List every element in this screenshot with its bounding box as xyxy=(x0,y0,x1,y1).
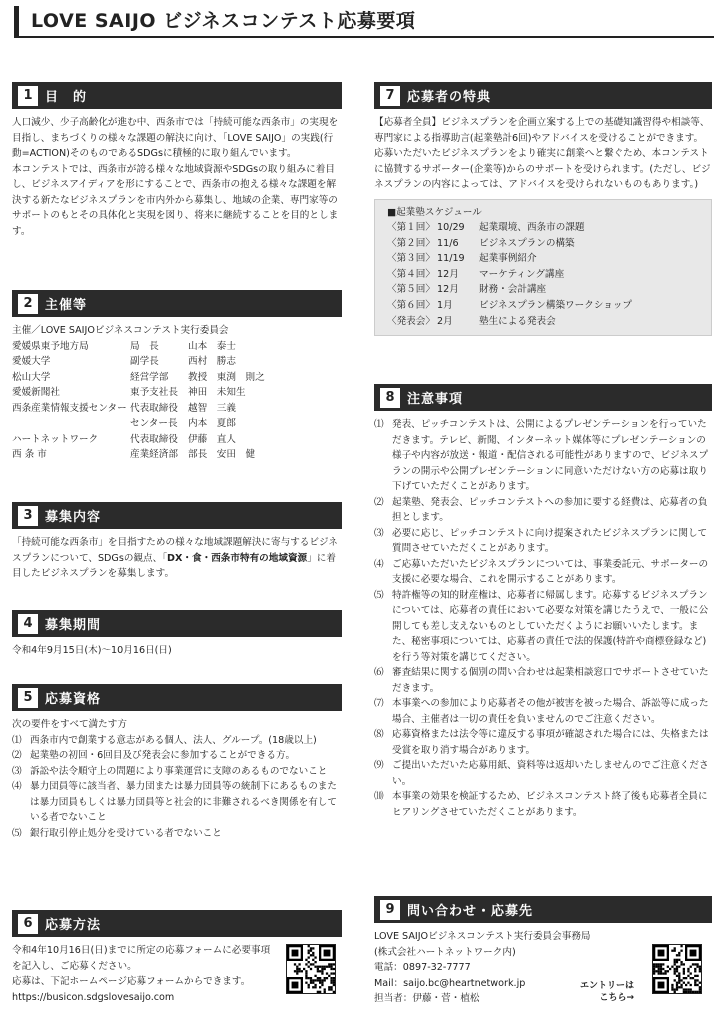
organizer-cell: 経営学部 xyxy=(130,371,169,383)
organizer-cell: 伊藤 直人 xyxy=(188,433,236,445)
section-title: 募集期間 xyxy=(45,618,102,633)
list-item-text: 特許権等の知的財産権は、応募者に帰属します。応募するビジネスプランについては、応募者の責任において必要な対策を講じたうえで、一般に公開しても差し支えないものとしていただくようにお願いいたします。また、秘密事項については、応募者の責任で法的保護(特許や商標登録など)を行う等対策を講じてください。 xyxy=(392,589,709,663)
organizer-cell: 内本 夏郎 xyxy=(188,418,236,429)
eligibility-list xyxy=(12,733,342,842)
section-title: 注意事項 xyxy=(407,392,464,407)
organizer-cell: ハートネットワーク xyxy=(12,433,99,445)
section-body xyxy=(12,717,342,841)
section-title: 応募者の特典 xyxy=(407,90,492,105)
section-eligibility xyxy=(12,684,342,841)
section-number: 1 xyxy=(18,86,38,106)
list-item xyxy=(374,789,712,820)
schedule-cell: 1月 xyxy=(437,300,453,312)
schedule-row xyxy=(387,298,699,314)
list-item-number: ⑵ xyxy=(374,496,384,508)
organizer-table xyxy=(12,339,342,463)
list-item-number: ⑼ xyxy=(374,760,384,771)
list-item-number: ⑺ xyxy=(374,698,384,709)
list-item-text: 応募資格または法令等に違反する事項が確認された場合には、失格または受賞を取り消す場合があります。 xyxy=(392,729,709,756)
section-number: 7 xyxy=(380,86,400,106)
contact-staff: 担当者：伊藤・菅・植松 xyxy=(374,993,480,1004)
list-item xyxy=(374,758,712,789)
organizer-cell: 愛媛新聞社 xyxy=(12,387,60,398)
section-body xyxy=(12,115,342,239)
section-number: 9 xyxy=(380,900,400,920)
content-text xyxy=(12,535,342,582)
organizer-row xyxy=(12,370,342,386)
schedule-cell: ビジネスプラン構築ワークショップ xyxy=(479,300,633,312)
schedule-cell: 2月 xyxy=(437,315,453,327)
benefits-text: 【応募者全員】ビジネスプランを企画立案する上での基礎知識習得や相談等、専門家による指導助言(起業塾計6回)やアドバイスを受けることができます。応募いただいたビジネスプランをより確実に創業へと繋ぐため、本コンテストに協賛するサポーター(企業等)からのサポートを受けられます。(ただし、ビジネスプランの内容によっては、アドバイスを受けられないものもあります。) xyxy=(374,117,711,190)
entry-label-line-2: こちら→ xyxy=(599,993,635,1003)
list-item xyxy=(12,826,342,842)
schedule-cell: 11/19 xyxy=(437,253,465,265)
schedule-cell: ビジネスプランの構築 xyxy=(479,237,575,249)
organizer-cell: 西村 勝志 xyxy=(188,356,236,367)
organizer-cell: 西条産業情報支援センター xyxy=(12,402,127,414)
list-item-text: 必要に応じ、ピッチコンテストに向け提案されたビジネスプランに関して質問させていただくことがあります。 xyxy=(392,527,708,554)
schedule-title: ■起業塾スケジュール xyxy=(387,206,482,218)
list-item xyxy=(12,748,342,764)
organizer-cell: 愛媛県東予地方局 xyxy=(12,340,89,352)
list-item-number: ⑷ xyxy=(12,781,22,792)
section-body xyxy=(12,535,342,582)
qr-code-left[interactable] xyxy=(286,944,336,994)
schedule-cell: 12月 xyxy=(437,284,459,296)
schedule-cell: 〈第４回〉 xyxy=(387,268,435,280)
section-header xyxy=(12,502,342,529)
list-item-number: ⑽ xyxy=(374,791,384,802)
list-item xyxy=(12,733,342,749)
page-title: LOVE SAIJO ビジネスコンテスト応募要項 xyxy=(31,10,416,32)
eligibility-lead: 次の要件をすべて満たす方 xyxy=(12,719,127,730)
content-text-a: 「持続可能な西条市」を目指すための様々な地域課題解決に寄与するビジネスプランについて、SDGsの観点、「 xyxy=(12,537,338,564)
contact-mail[interactable]: Mail：saijo.bc@heartnetwork.jp xyxy=(374,977,526,989)
notes-list xyxy=(374,417,712,820)
schedule-cell: 10/29 xyxy=(437,222,465,234)
schedule-cell: マーケティング講座 xyxy=(479,268,565,280)
section-title: 応募資格 xyxy=(45,692,102,707)
section-header xyxy=(12,610,342,637)
section-header xyxy=(374,896,712,923)
schedule-cell: 〈発表会〉 xyxy=(387,315,435,327)
list-item-text: ご提出いただいた応募用紙、資料等は返却いたしませんのでご注意ください。 xyxy=(392,760,709,787)
list-item xyxy=(374,526,712,557)
schedule-row xyxy=(387,251,699,267)
schedule-row xyxy=(387,220,699,236)
section-number: 2 xyxy=(18,294,38,314)
organizer-row xyxy=(12,432,342,448)
schedule-cell: 〈第５回〉 xyxy=(387,284,435,296)
section-number: 4 xyxy=(18,614,38,634)
organizer-row xyxy=(12,339,342,355)
section-content xyxy=(12,502,342,582)
section-period xyxy=(12,610,342,659)
organizer-cell: 教授 東渕 則之 xyxy=(188,371,265,383)
list-item-number: ⑸ xyxy=(374,589,384,601)
schedule-cell: 起業環境、西条市の課題 xyxy=(479,222,585,234)
section-number: 8 xyxy=(380,388,400,408)
list-item-text: 暴力団員等に該当者、暴力団または暴力団員等の統制下にあるものまたは暴力団員もしくは暴力団員等と社会的に非難されるべき関係を有している者でないこと xyxy=(30,781,337,823)
page-title-bar xyxy=(14,6,714,38)
organizer-cell xyxy=(12,416,130,432)
section-title: 募集内容 xyxy=(45,510,102,525)
list-item xyxy=(374,696,712,727)
section-benefits xyxy=(374,82,712,336)
organizer-lead: 主催／LOVE SAIJOビジネスコンテスト実行委員会 xyxy=(12,325,229,336)
section-notes xyxy=(374,384,712,820)
list-item-number: ⑹ xyxy=(374,667,384,678)
organizer-cell: 部長 安田 健 xyxy=(188,449,256,460)
list-item-number: ⑸ xyxy=(12,827,22,839)
organizer-cell: 越智 三義 xyxy=(188,402,236,414)
organizer-row xyxy=(12,354,342,370)
section-header xyxy=(12,82,342,109)
section-header xyxy=(374,384,712,411)
list-item xyxy=(12,764,342,780)
schedule-cell: 〈第１回〉 xyxy=(387,222,435,234)
schedule-cell: 11/6 xyxy=(437,237,459,249)
organizer-cell: 局 長 xyxy=(130,340,159,352)
section-title: 目 的 xyxy=(45,90,88,105)
organizer-cell: 産業経済部 xyxy=(130,449,178,460)
list-item-text: 発表、ピッチコンテストは、公開によるプレゼンテーションを行っていただきます。テレビ、新聞、インターネット媒体等にプレゼンテーションの様子や内容が放送・報道・配信される可能性がありますので、ビジネスプランの開示や公開プレゼンテーションに同意いただけない方の応募は取り下げていただくことがあります。 xyxy=(392,419,709,492)
qr-code-right[interactable] xyxy=(652,944,702,994)
method-url[interactable]: https://busicon.sdgslovesaijo.com xyxy=(12,991,175,1003)
list-item-text: 本事業の効果を検証するため、ビジネスコンテスト終了後も応募者全員にヒアリングさせていただくことがあります。 xyxy=(392,791,708,818)
list-item-number: ⑵ xyxy=(12,750,22,761)
list-item-number: ⑷ xyxy=(374,558,384,570)
section-number: 6 xyxy=(18,914,38,934)
organizer-cell: 神田 未知生 xyxy=(188,387,246,398)
schedule-cell: 12月 xyxy=(437,268,459,280)
list-item xyxy=(374,727,712,758)
content-text-b: 」に着目したビジネスプランを募集します。 xyxy=(12,552,336,579)
method-paragraph-2: 応募は、下記ホームページ応募フォームからできます。 xyxy=(12,976,251,987)
organizer-cell: 西 条 市 xyxy=(12,449,47,460)
schedule-row xyxy=(387,267,699,283)
list-item-text: 本事業への参加により応募者その他が被害を被った場合、訴訟等に成った場合、主催者は一切の責任を負いませんのでご注意ください。 xyxy=(392,698,709,725)
schedule-cell: 財務・会計講座 xyxy=(479,284,547,296)
section-title: 応募方法 xyxy=(45,918,102,933)
organizer-cell: 副学長 xyxy=(130,356,159,367)
schedule-row xyxy=(387,314,699,330)
section-header xyxy=(12,684,342,711)
section-body xyxy=(374,417,712,820)
content-text-bold: DX・食・西条市特有の地域資源 xyxy=(167,552,308,564)
list-item-text: 西条市内で創業する意志がある個人、法人、グループ。(18歳以上) xyxy=(30,734,317,746)
list-item-number: ⑶ xyxy=(374,527,384,539)
schedule-cell: 起業事例紹介 xyxy=(479,253,537,265)
period-text: 令和4年9月15日(木)～10月16日(日) xyxy=(12,645,172,656)
organizer-cell: 代表取締役 xyxy=(130,433,178,445)
list-item xyxy=(374,665,712,696)
list-item-number: ⑻ xyxy=(374,729,384,740)
list-item xyxy=(374,417,712,495)
list-item-text: 訴訟や法令順守上の問題により事業運営に支障のあるものでないこと xyxy=(30,765,328,777)
list-item-text: 起業塾、発表会、ピッチコンテストへの参加に要する経費は、応募者の負担とします。 xyxy=(392,496,708,523)
section-body xyxy=(12,643,342,659)
organizer-cell: センター長 xyxy=(130,418,178,429)
section-title: 主催等 xyxy=(45,298,88,313)
qr-code-icon xyxy=(287,945,335,993)
section-header xyxy=(374,82,712,109)
section-header xyxy=(12,910,342,937)
section-number: 3 xyxy=(18,506,38,526)
contact-org: LOVE SAIJOビジネスコンテスト実行委員会事務局 xyxy=(374,931,591,942)
qr-code-icon xyxy=(653,945,701,993)
entry-label-line-1: エントリーは xyxy=(580,981,635,991)
list-item-number: ⑶ xyxy=(12,765,22,777)
list-item-text: 審査結果に関する個別の問い合わせは起業相談窓口でサポートさせていただきます。 xyxy=(392,667,709,694)
schedule-list xyxy=(387,220,699,329)
schedule-cell: 塾生による発表会 xyxy=(479,315,556,327)
list-item xyxy=(374,588,712,666)
purpose-paragraph-1: 人口減少、少子高齢化が進む中、西条市では「持続可能な西条市」の実現を目指し、まちづくりの様々な課題の解決に向け、「LOVE SAIJO」の実践(行動=ACTION)そのものであるSDGsに積極的に取り組んでいます。 xyxy=(12,117,339,159)
section-title: 問い合わせ・応募先 xyxy=(407,904,534,919)
schedule-cell: 〈第３回〉 xyxy=(387,253,435,265)
section-number: 5 xyxy=(18,688,38,708)
contact-company: (株式会社ハートネットワーク内) xyxy=(374,946,516,958)
purpose-paragraph-2: 本コンテストでは、西条市が誇る様々な地域資源やSDGsの取り組みに着目し、ビジネスアイディアを形にすることで、西条市の抱える様々な課題を解決する新たなビジネスプランを市内外から募集し、地域の企業、専門家等のサポートのもとその具体化と実現を図り、将来に継続することを目的とします。 xyxy=(12,163,339,237)
list-item-number: ⑴ xyxy=(12,734,22,746)
organizer-cell: 東予支社長 xyxy=(130,387,178,398)
schedule-cell: 〈第２回〉 xyxy=(387,237,435,249)
organizer-row xyxy=(12,416,342,432)
section-organizer xyxy=(12,290,342,463)
section-body xyxy=(12,323,342,463)
organizer-cell: 山本 泰士 xyxy=(188,340,236,352)
list-item-text: 銀行取引停止処分を受けている者でないこと xyxy=(30,827,222,839)
contact-tel: 電話：0897-32-7777 xyxy=(374,962,471,973)
organizer-row xyxy=(12,401,342,417)
list-item-text: ご応募いただいたビジネスプランについては、事業委託元、サポーターの支援に必要な場合、これを開示することがあります。 xyxy=(392,558,709,585)
entry-label xyxy=(580,980,634,1004)
schedule-row xyxy=(387,282,699,298)
list-item xyxy=(374,557,712,588)
section-purpose xyxy=(12,82,342,239)
list-item xyxy=(374,495,712,526)
list-item-text: 起業塾の初回・6回目及び発表会に参加することができる方。 xyxy=(30,750,296,761)
section-body xyxy=(374,115,712,336)
list-item xyxy=(12,779,342,826)
method-paragraph-1: 令和4年10月16日(日)までに所定の応募フォームに必要事項を記入し、ご応募ください。 xyxy=(12,945,271,972)
section-header xyxy=(12,290,342,317)
schedule-cell: 〈第６回〉 xyxy=(387,300,435,312)
list-item-number: ⑴ xyxy=(374,419,384,430)
schedule-row xyxy=(387,236,699,252)
organizer-cell: 松山大学 xyxy=(12,371,51,383)
organizer-row xyxy=(12,447,342,463)
schedule-box xyxy=(374,199,712,337)
section-body xyxy=(12,943,274,1005)
organizer-cell: 代表取締役 xyxy=(130,402,178,414)
organizer-cell: 愛媛大学 xyxy=(12,356,51,367)
organizer-row xyxy=(12,385,342,401)
